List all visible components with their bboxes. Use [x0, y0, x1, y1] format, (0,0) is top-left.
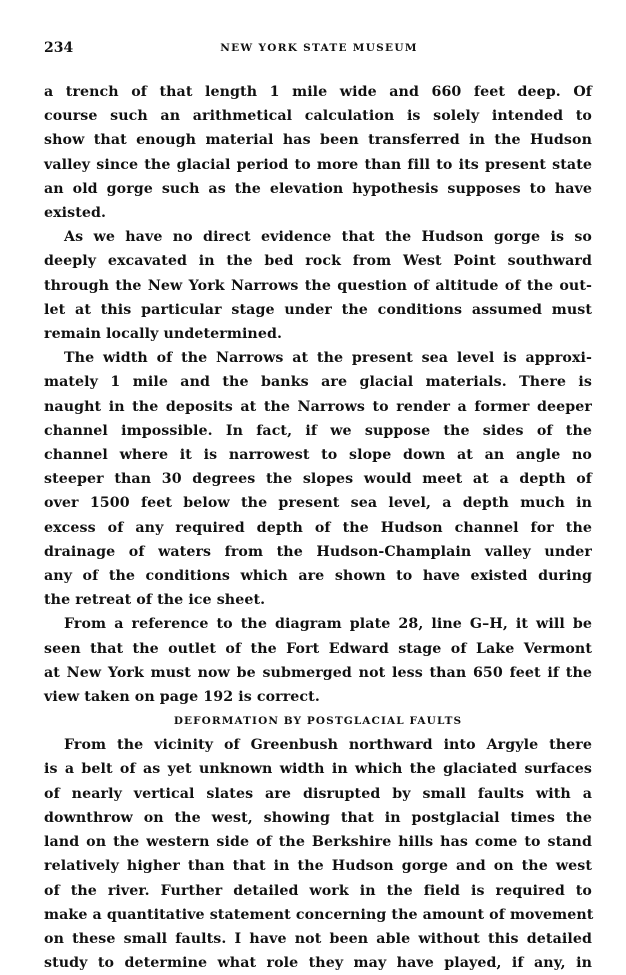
- text-line: over 1500 feet below the present sea level, a depth much in: [44, 495, 592, 512]
- text-line: drainage of waters from the Hudson-Champlain valley under: [44, 543, 592, 560]
- text-line: seen that the outlet of the Fort Edward stage of Lake Vermont: [44, 640, 592, 657]
- text-line: any of the conditions which are shown to have existed during: [44, 568, 592, 585]
- text-line: channel where it is narrowest to slope down at an angle no: [44, 447, 592, 464]
- paragraph: [44, 733, 592, 975]
- paragraphs-before-heading: [44, 80, 592, 709]
- paragraphs-after-heading: [44, 733, 592, 975]
- text-line: relatively higher than that in the Hudson gorge and on the west: [44, 858, 592, 875]
- text-line: From the vicinity of Greenbush northward into Argyle there: [64, 737, 592, 754]
- text-line: existed.: [44, 205, 107, 222]
- text-line: is a belt of as yet unknown width in which the glaciated surfaces: [44, 761, 592, 778]
- text-line: land on the western side of the Berkshire hills has come to stand: [44, 834, 592, 851]
- text-line: a trench of that length 1 mile wide and 660 feet deep. Of: [44, 84, 592, 100]
- paragraph: [44, 225, 592, 346]
- text-line: let at this particular stage under the conditions assumed must: [44, 301, 592, 318]
- text-line: valley since the glacial period to more than fill to its present state: [44, 156, 592, 173]
- text-line: deeply excavated in the bed rock from West Point southward: [44, 253, 592, 270]
- text-line: The width of the Narrows at the present sea level is approxi-: [64, 350, 592, 367]
- text-line: channel impossible. In fact, if we suppose the sides of the: [44, 422, 592, 439]
- text-line: From a reference to the diagram plate 28, line G–H, it will be: [64, 616, 592, 633]
- body-text: [44, 80, 592, 975]
- text-line: downthrow on the west, showing that in postglacial times the: [44, 809, 592, 826]
- text-line: of nearly vertical slates are disrupted by small faults with a: [44, 785, 592, 802]
- page-header: [44, 40, 594, 60]
- section-heading: DEFORMATION BY POSTGLACIAL FAULTS: [173, 715, 463, 728]
- text-line: of the river. Further detailed work in the field is required to: [44, 882, 592, 899]
- text-line: an old gorge such as the elevation hypothesis supposes to have: [44, 180, 592, 197]
- text-line: make a quantitative statement concerning the amount of movement: [44, 906, 594, 923]
- text-line: through the New York Narrows the question of altitude of the out-: [44, 277, 592, 294]
- paragraph: [44, 612, 592, 709]
- text-line: on these small faults. I have not been able without this detailed: [44, 930, 592, 947]
- text-line: As we have no direct evidence that the Hudson gorge is so: [64, 229, 592, 246]
- text-line: course such an arithmetical calculation is solely intended to: [44, 108, 592, 125]
- text-line: at New York must now be submerged not less than 650 feet if the: [44, 664, 592, 681]
- text-line: the retreat of the ice sheet.: [44, 592, 266, 609]
- running-head: NEW YORK STATE MUSEUM: [220, 42, 418, 54]
- text-line: show that enough material has been transferred in the Hudson: [44, 132, 592, 149]
- text-line: steeper than 30 degrees the slopes would meet at a depth of: [44, 471, 592, 488]
- text-line: view taken on page 192 is correct.: [44, 689, 320, 706]
- paragraph: [44, 346, 592, 612]
- text-line: excess of any required depth of the Hudson channel for the: [44, 519, 592, 536]
- text-line: remain locally undetermined.: [44, 326, 283, 343]
- text-line: study to determine what role they may have played, if any, in: [44, 955, 592, 972]
- page-number: 234: [44, 40, 74, 56]
- paragraph: [44, 80, 592, 225]
- text-line: mately 1 mile and the banks are glacial materials. There is: [44, 374, 592, 391]
- text-line: naught in the deposits at the Narrows to render a former deeper: [44, 398, 592, 415]
